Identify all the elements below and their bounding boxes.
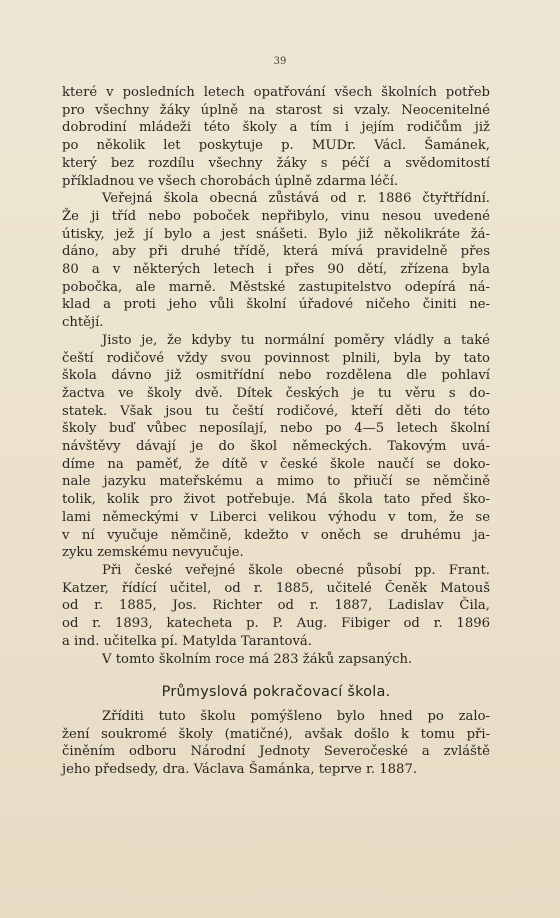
text-line: žactva ve školy dvě. Dítek českých je tu věru s do- (62, 385, 490, 401)
text-line: 80 a v některých letech i přes 90 dětí, zřízena byla (62, 262, 490, 278)
text-line: školy buď vůbec neposílají, nebo po 4—5 letech školní (62, 421, 490, 437)
text-line: od r. 1893, katecheta p. P. Aug. Fibiger od r. 1896 (62, 616, 490, 632)
text-line: chtějí. (62, 315, 104, 331)
text-line: Zříditi tuto školu pomýšleno bylo hned po zalo- (102, 708, 490, 724)
text-line: Že ji tříd nebo poboček nepřibylo, vinu nesou uvedené (62, 208, 490, 224)
text-line: klad a proti jeho vůli školní úřadové ničeho činiti ne- (62, 297, 490, 313)
text-line: zyku zemskému nevyučuje. (62, 545, 244, 561)
text-line: po několik let poskytuje p. MUDr. Václ. Šamánek, (62, 138, 490, 154)
text-line: nale jazyku mateřskému a mimo to přiučí se němčině (62, 474, 490, 490)
text-line: které v posledních letech opatřování všech školních potřeb (62, 85, 490, 100)
text-line: od r. 1885, Jos. Richter od r. 1887, Ladislav Čila, (62, 598, 490, 614)
text-line: který bez rozdílu všechny žáky s péčí a svědomitostí (62, 155, 490, 171)
text-line: a ind. učitelka pí. Matylda Tarantová. (62, 633, 312, 649)
text-line: činěním odboru Národní Jednoty Severočeské a zvláště (62, 744, 490, 760)
text-line: statek. Však jsou tu čeští rodičové, kteří děti do této (62, 403, 490, 419)
text-line: Při české veřejné škole obecné působí pp. Frant. (102, 562, 490, 578)
paragraph (62, 190, 490, 332)
text-line: dobrodiní mládeži této školy a tím i jejím rodičům již (62, 120, 490, 136)
text-line: v ní vyučuje němčině, kdežto v oněch se druhému ja- (62, 527, 490, 543)
paragraph (62, 562, 490, 651)
text-line: škola dávno již osmitřídní nebo rozdělena dle pohlaví (62, 368, 490, 384)
text-line: jeho předsedy, dra. Václava Šamánka, teprve r. 1887. (62, 762, 418, 778)
text-line: díme na paměť, že dítě v české škole naučí se doko- (62, 456, 490, 472)
paragraph (62, 332, 490, 562)
paragraph (62, 708, 490, 779)
closing-paragraph-container (62, 708, 490, 779)
body-text (62, 84, 490, 779)
text-line: Katzer, řídící učitel, od r. 1885, učitelé Čeněk Matouš (62, 580, 490, 596)
text-line: pobočka, ale marně. Městské zastupitelstvo odepírá ná- (62, 279, 490, 295)
text-line: útisky, jež jí bylo a jest snášeti. Bylo již několikráte žá- (62, 226, 490, 242)
text-line: žení soukromé školy (matičné), avšak došlo k tomu při- (62, 726, 490, 742)
text-line: V tomto školním roce má 283 žáků zapsaných. (102, 651, 413, 667)
text-line: lami německými v Liberci velikou výhodu v tom, že se (62, 509, 490, 525)
text-line: pro všechny žáky úplně na starost si vzaly. Neocenitelné (62, 102, 490, 118)
paragraph (62, 84, 490, 190)
text-line: příkladnou ve všech chorobách úplně zdarma léčí. (62, 173, 399, 189)
text-line: dáno, aby při druhé třídě, která mívá pravidelně přes (62, 244, 490, 260)
text-line: tolik, kolik pro život potřebuje. Má škola tato před ško- (62, 492, 490, 508)
text-line: čeští rodičové vždy svou povinnost plnili, byla by tato (62, 350, 490, 366)
text-line: návštěvy dávají je do škol německých. Takovým uvá- (62, 439, 490, 455)
page-number: 39 (273, 56, 287, 67)
section-heading: Průmyslová pokračovací škola. (161, 684, 391, 701)
text-line: Veřejná škola obecná zůstává od r. 1886 čtyřtřídní. (102, 191, 490, 207)
text-line: Jisto je, že kdyby tu normální poměry vládly a také (102, 332, 490, 348)
paragraph (62, 651, 490, 669)
paragraph-group (62, 84, 490, 668)
